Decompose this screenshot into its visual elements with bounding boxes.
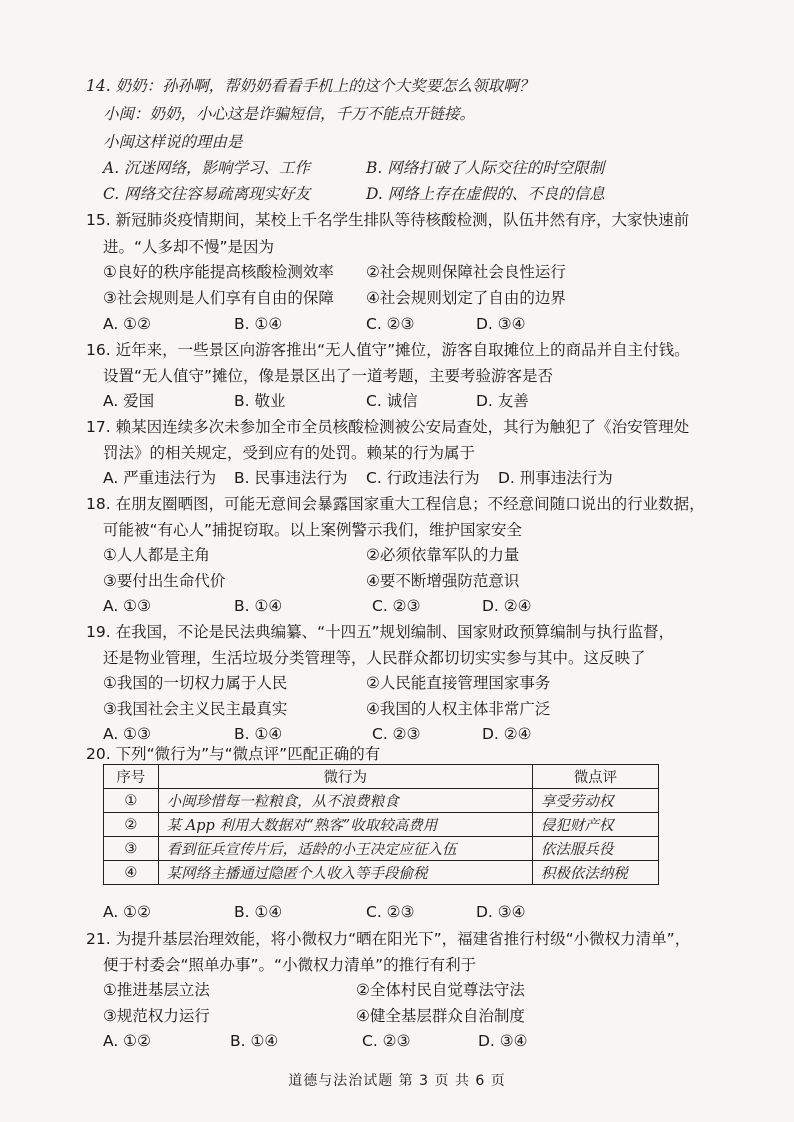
table-row [104,789,659,813]
row-action: 某网络主播通过隐匿个人收入等手段偷税 [158,861,532,885]
q18-statement-4: ④要不断增强防范意识 [366,572,520,590]
q21-option-b[interactable]: B. ①④ [230,1032,279,1050]
q17-line1: 17. 赖某因连续多次未参加全市全员核酸检测被公安局查处，其行为触犯了《治安管理处 [86,418,690,436]
q18-statement-2: ②必须依靠军队的力量 [366,546,520,564]
q15-option-a[interactable]: A. ①② [103,315,151,333]
q16-option-a[interactable]: A. 爱国 [103,392,155,410]
row-comment: 侵犯财产权 [532,813,658,837]
q15-line1: 15. 新冠肺炎疫情期间，某校上千名学生排队等待核酸检测，队伍井然有序，大家快速前 [86,211,690,229]
q18-statement-3: ③要付出生命代价 [103,572,226,590]
q14-option-a[interactable]: A. 沉迷网络，影响学习、工作 [103,159,311,177]
row-action: 某 App 利用大数据对“熟客”收取较高费用 [158,813,532,837]
q15-line2: 进。“人多却不慢”是因为 [103,238,275,256]
row-action: 看到征兵宣传片后，适龄的小王决定应征入伍 [158,837,532,861]
q18-option-d[interactable]: D. ②④ [482,597,532,615]
table-header-row [104,765,659,789]
q19-statement-3: ③我国社会主义民主最真实 [103,700,288,718]
q16-option-d[interactable]: D. 友善 [476,392,529,410]
q15-statement-3: ③社会规则是人们享有自由的保障 [103,289,334,307]
table-header-action: 微行为 [158,765,532,789]
q18-line2: 可能被“有心人”捕捉窃取。以上案例警示我们，维护国家安全 [103,521,523,539]
q19-option-b[interactable]: B. ①④ [234,725,283,743]
q16-line2: 设置“无人值守”摊位，像是景区出了一道考题，主要考验游客是否 [103,367,554,385]
q18-line1: 18. 在朋友圈晒图，可能无意间会暴露国家重大工程信息；不经意间随口说出的行业数据， [86,495,705,513]
q20-option-a[interactable]: A. ①② [103,903,151,921]
q16-option-c[interactable]: C. 诚信 [366,392,418,410]
q21-statement-4: ④健全基层群众自治制度 [356,1007,525,1025]
q20-option-c[interactable]: C. ②③ [366,903,415,921]
q15-option-d[interactable]: D. ③④ [476,315,526,333]
row-number: ① [104,789,159,813]
q19-option-a[interactable]: A. ①③ [103,725,151,743]
page-footer: 道德与法治试题 第 3 页 共 6 页 [288,1073,506,1089]
q17-line2: 罚法》的相关规定，受到应有的处罚。赖某的行为属于 [103,444,476,462]
table-row [104,861,659,885]
q21-line1: 21. 为提升基层治理效能，将小微权力“晒在阳光下”，福建省推行村级“小微权力清单”， [86,930,691,948]
q19-statement-2: ②人民能直接管理国家事务 [366,674,551,692]
row-comment: 依法服兵役 [532,837,658,861]
q21-line2: 便于村委会“照单办事”。“小微权力清单”的推行有利于 [103,956,477,974]
q14-option-d[interactable]: D. 网络上存在虚假的、不良的信息 [366,185,605,203]
q20-table [103,764,659,885]
q21-statement-2: ②全体村民自觉尊法守法 [356,981,525,999]
q18-option-a[interactable]: A. ①③ [103,597,151,615]
q14-line1: 14. 奶奶：孙孙啊，帮奶奶看看手机上的这个大奖要怎么领取啊？ [86,77,535,95]
q20-stem: 20. 下列“微行为”与“微点评”匹配正确的有 [86,745,381,763]
q15-option-c[interactable]: C. ②③ [366,315,415,333]
row-action: 小闽珍惜每一粒粮食，从不浪费粮食 [158,789,532,813]
q19-line2: 还是物业管理，生活垃圾分类管理等，人民群众都切切实实参与其中。这反映了 [103,649,646,667]
q16-line1: 16. 近年来，一些景区向游客推出“无人值守”摊位，游客自取摊位上的商品并自主付钱。 [86,341,690,359]
q17-option-b[interactable]: B. 民事违法行为 [234,469,348,487]
q19-statement-4: ④我国的人权主体非常广泛 [366,700,551,718]
row-number: ② [104,813,159,837]
row-number: ③ [104,837,159,861]
q14-stem: 小闽这样说的理由是 [103,133,243,151]
q21-statement-3: ③规范权力运行 [103,1007,210,1025]
q21-option-d[interactable]: D. ③④ [478,1032,528,1050]
q19-statement-1: ①我国的一切权力属于人民 [103,674,288,692]
q21-option-a[interactable]: A. ①② [103,1032,151,1050]
q19-option-d[interactable]: D. ②④ [482,725,532,743]
q17-option-a[interactable]: A. 严重违法行为 [103,469,217,487]
q17-option-d[interactable]: D. 刑事违法行为 [498,469,613,487]
q20-option-b[interactable]: B. ①④ [234,903,283,921]
q14-line2: 小闽：奶奶，小心这是诈骗短信，千万不能点开链接。 [103,105,476,123]
q18-option-c[interactable]: C. ②③ [372,597,421,615]
q15-statement-2: ②社会规则保障社会良性运行 [366,263,566,281]
row-number: ④ [104,861,159,885]
table-row [104,837,659,861]
q21-statement-1: ①推进基层立法 [103,981,210,999]
q14-option-b[interactable]: B. 网络打破了人际交往的时空限制 [366,159,605,177]
q14-option-c[interactable]: C. 网络交往容易疏离现实好友 [103,185,311,203]
q21-option-c[interactable]: C. ②③ [362,1032,411,1050]
q18-statement-1: ①人人都是主角 [103,546,210,564]
table-header-number: 序号 [104,765,159,789]
q15-statement-4: ④社会规则划定了自由的边界 [366,289,566,307]
q19-option-c[interactable]: C. ②③ [372,725,421,743]
q20-option-d[interactable]: D. ③④ [476,903,526,921]
q18-option-b[interactable]: B. ①④ [234,597,283,615]
q16-option-b[interactable]: B. 敬业 [234,392,286,410]
table-header-comment: 微点评 [532,765,658,789]
row-comment: 享受劳动权 [532,789,658,813]
row-comment: 积极依法纳税 [532,861,658,885]
q15-option-b[interactable]: B. ①④ [234,315,283,333]
q15-statement-1: ①良好的秩序能提高核酸检测效率 [103,263,334,281]
q19-line1: 19. 在我国，不论是民法典编纂、“十四五”规划编制、国家财政预算编制与执行监督， [86,623,675,641]
table-row [104,813,659,837]
q17-option-c[interactable]: C. 行政违法行为 [366,469,480,487]
